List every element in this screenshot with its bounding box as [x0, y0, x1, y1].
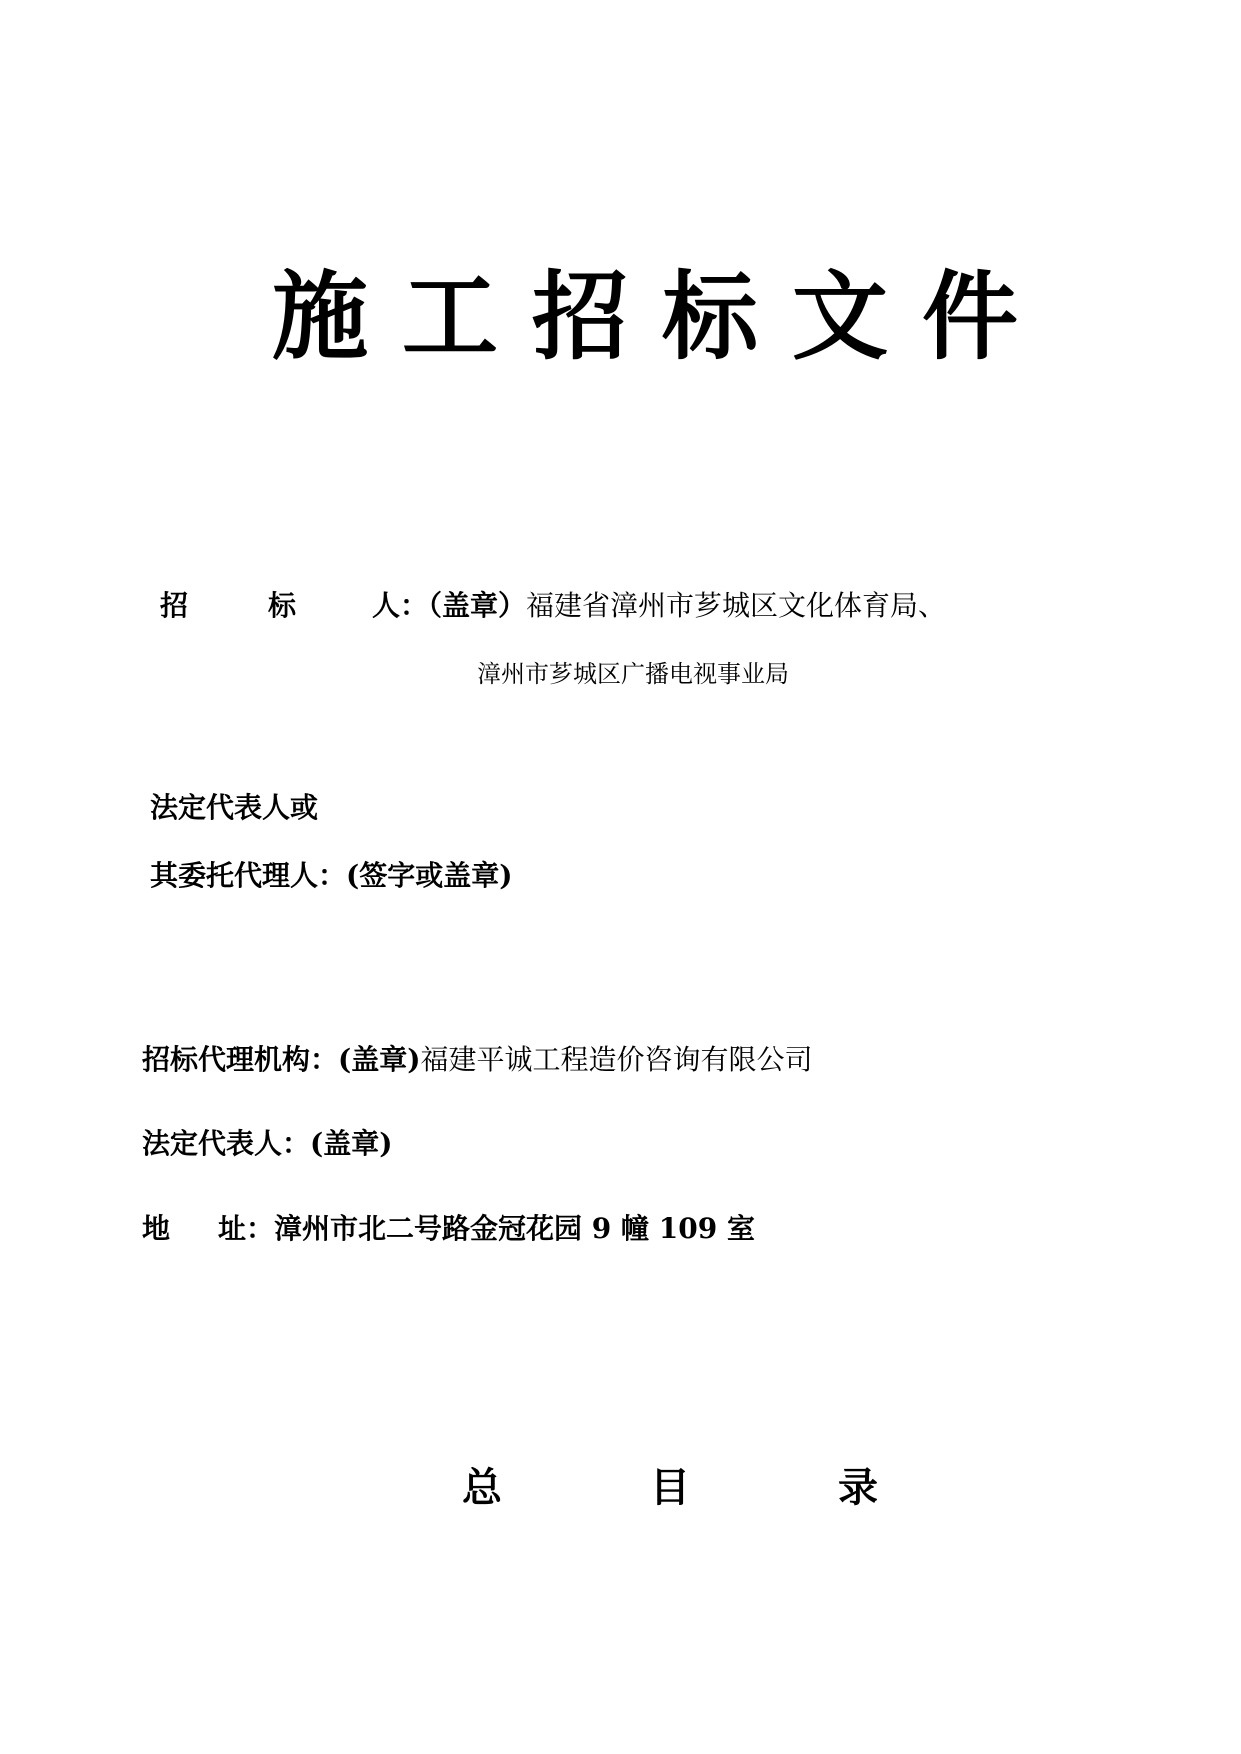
tenderer-value: 福建省漳州市芗城区文化体育局、: [526, 589, 947, 622]
tenderer-label-char: 招: [160, 589, 189, 622]
address-value: 漳州市北二号路金冠花园 9 幢 109 室: [274, 1212, 755, 1245]
tenderer-label-suffix: 人：（盖章）: [372, 589, 527, 622]
address-label-suffix: 址：: [218, 1212, 275, 1245]
document-title: [272, 262, 1018, 372]
title-char: 招: [532, 260, 628, 373]
title-char: 文: [792, 260, 888, 373]
title-char: 标: [662, 260, 758, 373]
authorized-agent-label: 其委托代理人：(签字或盖章): [150, 859, 513, 892]
title-char: 施: [272, 260, 368, 373]
title-char: 工: [402, 260, 498, 373]
tenderer-line: [160, 586, 946, 626]
agency-label: 招标代理机构：(盖章): [142, 1043, 421, 1076]
tenderer-label-char: 标: [268, 589, 297, 622]
address-label-char: 地: [142, 1212, 171, 1245]
agency-value: 福建平诚工程造价咨询有限公司: [420, 1043, 813, 1076]
tenderer-value-continued: 漳州市芗城区广播电视事业局: [477, 660, 789, 688]
title-char: 件: [922, 260, 1018, 373]
toc-char: 总: [462, 1464, 502, 1511]
representative-label: 法定代表人或: [150, 791, 319, 824]
toc-char: 录: [838, 1464, 878, 1511]
address-line: [142, 1209, 755, 1249]
agency-legal-representative-label: 法定代表人：(盖章): [142, 1127, 393, 1160]
toc-heading: [462, 1458, 878, 1518]
toc-char: 目: [650, 1464, 690, 1511]
agency-line: [142, 1040, 813, 1080]
